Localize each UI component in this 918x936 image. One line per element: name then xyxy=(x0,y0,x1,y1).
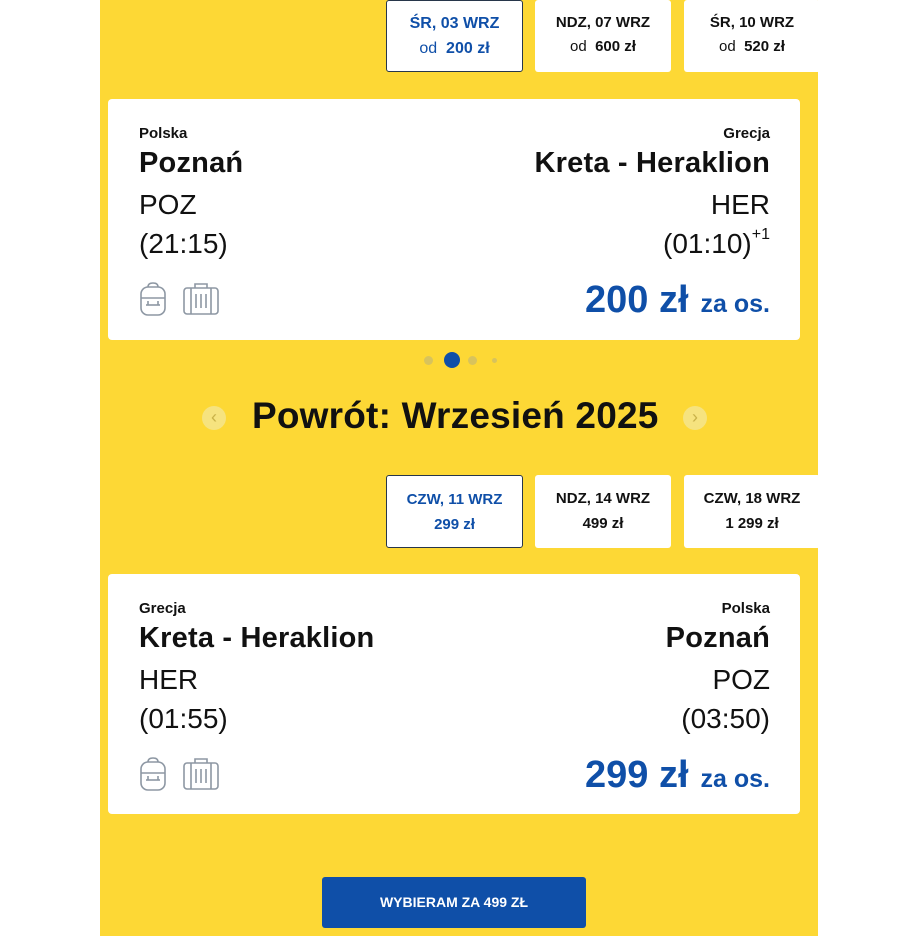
outbound-price xyxy=(585,279,770,322)
arrival-country: Polska xyxy=(721,600,770,617)
arrival-city: Poznań xyxy=(665,622,770,654)
return-flight-card[interactable] xyxy=(108,574,800,814)
date-price: 499 zł xyxy=(582,515,624,532)
departure-country: Polska xyxy=(139,125,188,142)
departure-time: (01:55) xyxy=(139,703,228,734)
departure-time: (21:15) xyxy=(139,228,228,259)
price-amount: 299 zł xyxy=(584,754,689,796)
outbound-date-tab-2[interactable] xyxy=(535,0,671,72)
outbound-date-tab-3[interactable] xyxy=(684,0,818,72)
baggage-icons xyxy=(138,756,220,797)
date-price: 600 zł xyxy=(595,38,636,55)
arrival-country: Grecja xyxy=(723,125,770,142)
flight-selection-panel xyxy=(100,0,818,936)
baggage-icons xyxy=(138,281,220,322)
date-label: CZW, 18 WRZ xyxy=(703,490,801,507)
price-prefix: od xyxy=(419,40,438,57)
backpack-icon xyxy=(138,281,168,322)
return-month-title: Powrót: Wrzesień 2025 xyxy=(252,395,659,436)
arrival-time: (03:50) xyxy=(681,703,770,734)
departure-city: Poznań xyxy=(139,147,244,179)
price-per-person: za os. xyxy=(700,290,770,318)
return-date-tab-3[interactable] xyxy=(684,475,818,548)
date-label: ŚR, 03 WRZ xyxy=(409,15,500,32)
arrival-city: Kreta - Heraklion xyxy=(534,147,770,179)
date-price: 299 zł xyxy=(434,516,475,533)
date-label: ŚR, 10 WRZ xyxy=(709,14,795,31)
outbound-flight-card[interactable] xyxy=(108,99,800,340)
date-label: NDZ, 14 WRZ xyxy=(555,490,651,507)
departure-code: POZ xyxy=(139,189,197,220)
departure-code: HER xyxy=(139,664,199,695)
carousel-dot[interactable] xyxy=(424,356,433,365)
departure-city: Kreta - Heraklion xyxy=(139,622,375,654)
carousel-dot[interactable] xyxy=(468,356,477,365)
chevron-left-icon[interactable]: ‹ xyxy=(202,406,226,430)
select-offer-button[interactable]: WYBIERAM ZA 499 ZŁ xyxy=(322,877,586,928)
price-prefix: od xyxy=(570,38,587,55)
price-amount: 200 zł xyxy=(584,279,689,321)
price-per-person: za os. xyxy=(700,765,770,793)
backpack-icon xyxy=(138,756,168,797)
return-date-tab-1[interactable] xyxy=(386,475,523,548)
date-label: NDZ, 07 WRZ xyxy=(555,14,651,31)
date-price: 520 zł xyxy=(744,38,785,55)
date-price: 1 299 zł xyxy=(725,515,779,532)
carousel-dot[interactable] xyxy=(492,358,497,363)
suitcase-icon xyxy=(182,281,220,322)
outbound-date-tab-1[interactable] xyxy=(386,0,523,72)
price-prefix: od xyxy=(719,38,736,55)
day-offset: +1 xyxy=(751,226,770,243)
chevron-right-icon[interactable]: › xyxy=(683,406,707,430)
date-price: 200 zł xyxy=(446,40,490,57)
departure-country: Grecja xyxy=(139,600,186,617)
arrival-code: POZ xyxy=(712,664,770,695)
carousel-dot-active[interactable] xyxy=(444,352,460,368)
date-label: CZW, 11 WRZ xyxy=(406,491,503,508)
carousel-dots xyxy=(424,352,497,368)
return-date-tab-2[interactable] xyxy=(535,475,671,548)
arrival-code: HER xyxy=(710,189,770,220)
arrival-time: (01:10) xyxy=(663,228,752,259)
suitcase-icon xyxy=(182,756,220,797)
return-price xyxy=(585,754,770,797)
